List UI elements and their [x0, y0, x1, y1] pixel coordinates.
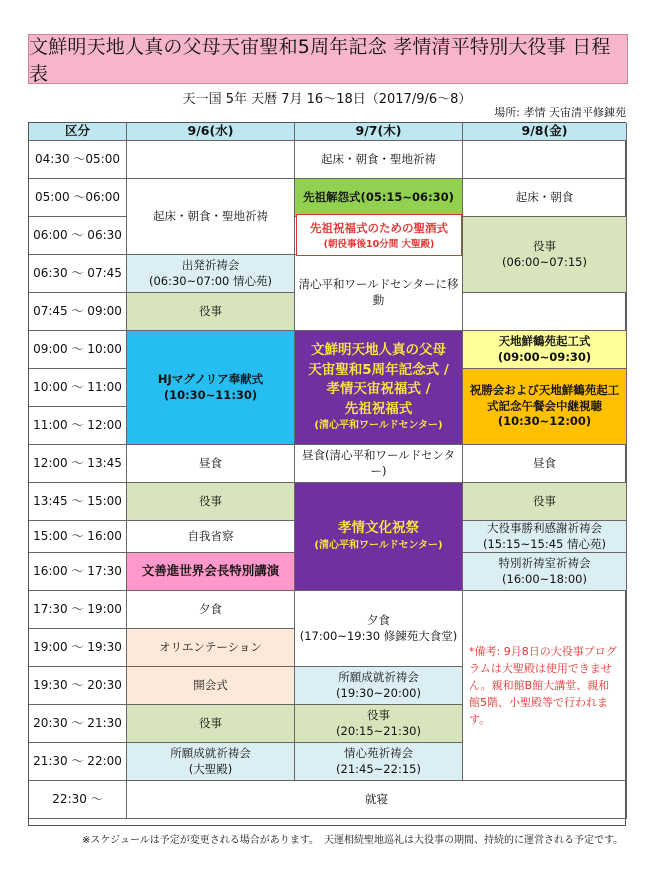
day3-eki-afternoon: 役事	[463, 483, 627, 521]
day2-wake: 起床・朝食・聖地祈祷	[295, 141, 463, 179]
time-slot: 06:30 ～ 07:45	[29, 255, 127, 293]
time-slot: 04:30 ～05:00	[29, 141, 127, 179]
day1-eki-morning: 役事	[127, 293, 295, 331]
time-slot: 10:00 ～ 11:00	[29, 369, 127, 407]
day3-note: *備考: 9月8日の大役事プログラムは大聖殿は使用できません。親和館B館大講堂、親和館5階、小聖殿等で行われます。	[463, 591, 627, 781]
sleep-row: 就寝	[127, 781, 627, 819]
time-slot: 16:00 ～ 17:30	[29, 553, 127, 591]
time-slot: 21:30 ～ 22:00	[29, 743, 127, 781]
day2-move: 清心平和ワールドセンターに移動	[295, 255, 463, 331]
day1-empty-cell	[127, 141, 295, 179]
day1-opening-ceremony: 開会式	[127, 667, 295, 705]
time-slot: 11:00 ～ 12:00	[29, 407, 127, 445]
time-slot: 06:00 ～ 06:30	[29, 217, 127, 255]
day1-wake: 起床・朝食・聖地祈祷	[127, 179, 295, 255]
day2-culture-festival: 孝情文化祝祭 (清心平和ワールドセンター)	[295, 483, 463, 591]
time-slot: 17:30 ～ 19:00	[29, 591, 127, 629]
time-slot: 12:00 ～ 13:45	[29, 445, 127, 483]
day2-main-ceremony: 文鮮明天地人真の父母 天宙聖和5周年記念式 / 孝情天宙祝福式 / 先祖祝福式 (清心平和ワールドセンター)	[295, 331, 463, 445]
day1-departure-prayer: 出発祈祷会 (06:30~07:00 情心苑)	[127, 255, 295, 293]
day1-wish-prayer: 所願成就祈祷会 (大聖殿)	[127, 743, 295, 781]
header-day3: 9/8(金)	[463, 123, 627, 141]
subtitle: 天一国 5年 天暦 7月 16〜18日（2017/9/6〜8）	[182, 92, 472, 107]
day3-celebration-broadcast: 祝勝会および天地鮮鶴苑起工 式記念午餐会中継視聴 (10:30~12:00)	[463, 369, 627, 445]
day3-eki-morning: 役事 (06:00~07:15)	[463, 217, 627, 293]
day2-dinner: 夕食 (17:00~19:30 修錬苑大食堂)	[295, 591, 463, 667]
day3-empty-cell	[463, 141, 627, 179]
day1-orientation: オリエンテーション	[127, 629, 295, 667]
day1-eki-afternoon: 役事	[127, 483, 295, 521]
venue-label: 場所: 孝情 天宙清平修錬苑	[494, 106, 626, 119]
day2-ancestor-liberation: 先祖解怨式(05:15~06:30)	[295, 179, 463, 217]
day2-jeongsim-prayer: 情心苑祈祷会 (21:45~22:15)	[295, 743, 463, 781]
time-slot: 20:30 ～ 21:30	[29, 705, 127, 743]
holy-wine-notice: 先祖祝福式のための聖酒式 (朝役事後10分間 大聖殿)	[296, 214, 462, 256]
day2-eki: 役事 (20:15~21:30)	[295, 705, 463, 743]
time-slot: 13:45 ～ 15:00	[29, 483, 127, 521]
day3-empty-cell	[463, 293, 627, 331]
time-slot: 09:00 ～ 10:00	[29, 331, 127, 369]
day1-eki-evening: 役事	[127, 705, 295, 743]
day2-lunch: 昼食(清心平和ワールドセンター)	[295, 445, 463, 483]
time-slot: 05:00 ～06:00	[29, 179, 127, 217]
page-title: 文鮮明天地人真の父母天宙聖和5周年記念 孝情清平特別大役事 日程表	[28, 34, 628, 84]
day1-hj-magnolia: HJマグノリア奉献式 (10:30~11:30)	[127, 331, 295, 445]
day3-special-prayer: 特別祈祷室祈祷会 (16:00~18:00)	[463, 553, 627, 591]
time-slot: 07:45 ～ 09:00	[29, 293, 127, 331]
header-day2: 9/7(木)	[295, 123, 463, 141]
day3-wake: 起床・朝食	[463, 179, 627, 217]
day1-dinner: 夕食	[127, 591, 295, 629]
day3-groundbreaking: 天地鮮鶴苑起工式 (09:00~09:30)	[463, 331, 627, 369]
day1-self-reflection: 自我省察	[127, 521, 295, 553]
time-slot: 19:00 ～ 19:30	[29, 629, 127, 667]
time-slot: 19:30 ～ 20:30	[29, 667, 127, 705]
day1-lunch: 昼食	[127, 445, 295, 483]
time-slot: 22:30 ～	[29, 781, 127, 819]
footer-note: ※スケジュールは予定が変更される場合があります。 天運相続聖地巡礼は大役事の期間、持続的に運営される予定です。	[82, 835, 624, 846]
day2-wish-prayer: 所願成就祈祷会 (19:30~20:00)	[295, 667, 463, 705]
day3-lunch: 昼食	[463, 445, 627, 483]
day3-thanksgiving-prayer: 大役事勝利感謝祈祷会 (15:15~15:45 情心苑)	[463, 521, 627, 553]
day1-special-lecture: 文善進世界会長特別講演	[127, 553, 295, 591]
time-slot: 15:00 ～ 16:00	[29, 521, 127, 553]
header-day1: 9/6(水)	[127, 123, 295, 141]
header-category: 区分	[29, 123, 127, 141]
